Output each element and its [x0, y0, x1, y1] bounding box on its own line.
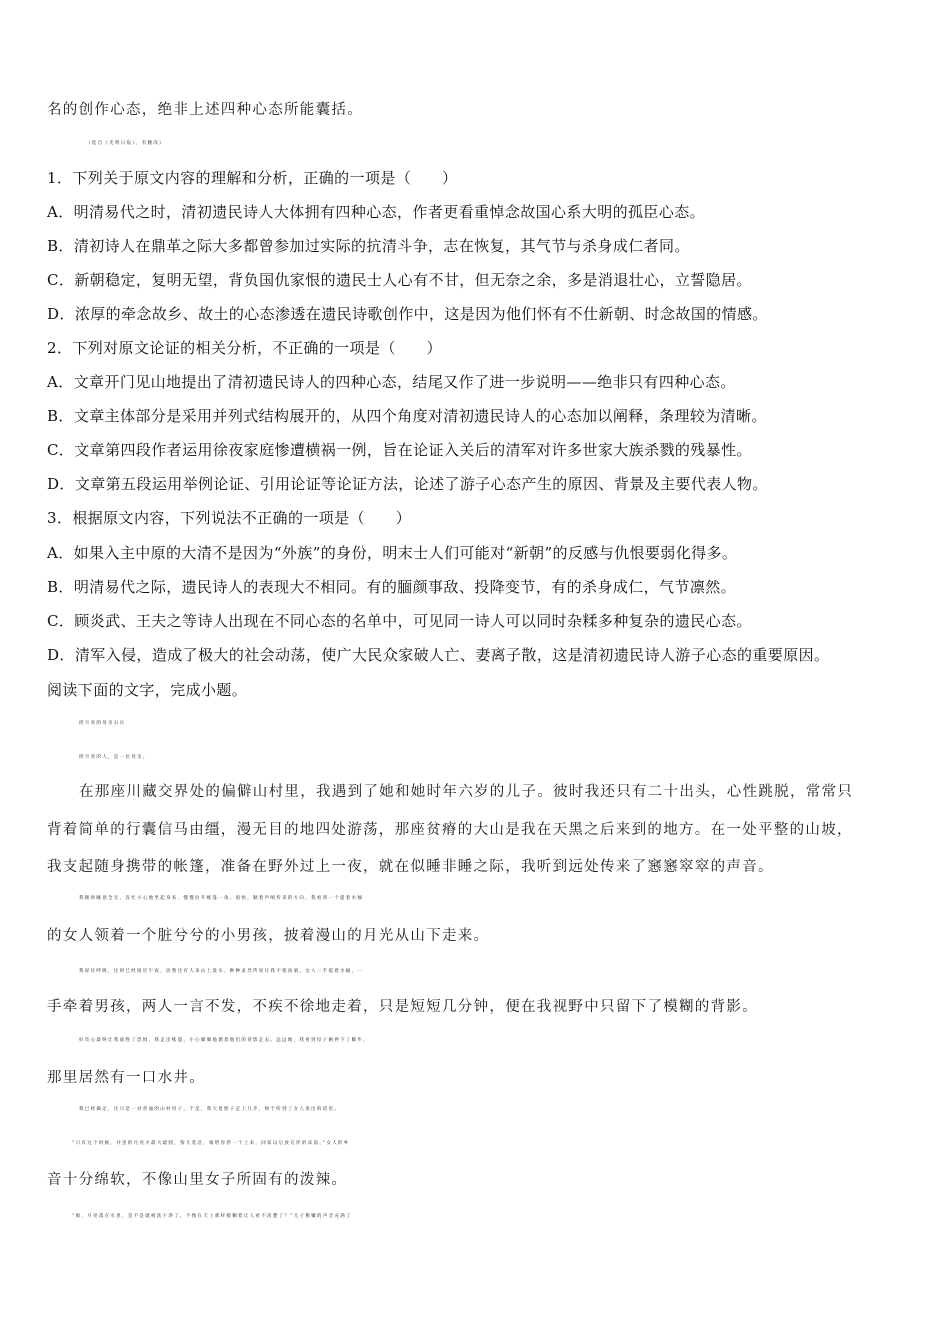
story-paragraph-line: 背着简单的行囊信马由缰，漫无目的地四处游荡，那座贫瘠的大山是我在天黑之后来到的地方。在一处平整的山坡， — [47, 822, 853, 838]
question-3-option-d: D．清军入侵，造成了极大的社会动荡，使广大民众家破人亡、妻离子散，这是清初遗民诗人游子心态的重要原因。 — [47, 646, 830, 664]
story-paragraph-line: 手牵着男孩，两人一言不发，不疾不徐地走着，只是短短几分钟，便在我视野中只留下了模糊的背影。 — [47, 999, 758, 1015]
story-title: 捞月亮的母亲石兵 — [79, 721, 126, 726]
story-paragraph-line: 的女人领着一个脏兮兮的小男孩，披着漫山的月光从山下走来。 — [47, 928, 490, 944]
question-3-option-b: B．明清易代之际，遗民诗人的表现大不相同。有的腼颜事敌、投降变节，有的杀身成仁，气节凛然。 — [47, 578, 737, 596]
source-citation: （选自《光明日报》，有删改） — [86, 141, 165, 146]
story-paragraph: 好奇心最终让我战胜了恐惧，我走出帐篷，小心翼翼地循着他们的背影走去。远远地，我看到母子俩停下了脚步， — [79, 1038, 369, 1043]
question-1-option-b: B．清初诗人在鼎革之际大多都曾参加过实际的抗清斗争，志在恢复，其气节与杀身成仁者同。 — [47, 237, 690, 255]
question-2-option-b: B．文章主体部分是采用并列式结构展开的，从四个角度对清初遗民诗人的心态加以阐释，条理较为清晰。 — [47, 407, 767, 425]
question-3-stem: 3．根据原文内容，下列说法不正确的一项是（ ） — [47, 509, 412, 527]
question-3-option-a: A．如果入主中原的大清不是因为“外族”的身份，明末士人们可能对“新朝”的反感与仇恨要弱化得多。 — [47, 544, 738, 562]
story-paragraph: 我已经确定，这只是一对普通的山村母子。于是，我大着胆子走上几步，终于听到了女人说出的话语。 — [79, 1107, 340, 1112]
question-1-option-d: D．浓厚的牵念故乡、故土的心态渗透在遗民诗歌创作中，这是因为他们怀有不仕新朝、时念故国的情感。 — [47, 305, 768, 323]
question-2-option-c: C．文章第四段作者运用徐夜家庭惨遭横祸一例，旨在论证入关后的清军对许多世家大族杀戮的残暴性。 — [47, 441, 752, 459]
story-paragraph-line: 我支起随身携带的帐篷，准备在野外过上一夜，就在似睡非睡之际，我听到远处传来了窸窸窣窣的声音。 — [47, 859, 774, 875]
question-2-stem: 2．下列对原文论证的相关分析，不正确的一项是（ ） — [47, 339, 442, 357]
reading-instruction: 阅读下面的文字，完成小题。 — [47, 681, 248, 699]
question-3-option-c: C．顾炎武、王夫之等诗人出现在不同心态的名单中，可见同一诗人可以同时杂糅多种复杂的遗民心态。 — [47, 612, 752, 630]
story-paragraph: 捞月亮的人，是一位母亲。 — [79, 755, 149, 760]
story-paragraph-line: 音十分绵软，不像山里女子所固有的泼辣。 — [47, 1172, 348, 1188]
question-2-option-a: A．文章开门见山地提出了清初遗民诗人的四种心态，结尾又作了进一步说明——绝非只有四种心态。 — [47, 373, 736, 391]
carryover-line: 名的创作心态，绝非上述四种心态所能囊括。 — [47, 102, 363, 118]
question-1-option-c: C．新朝稳定，复明无望，背负国仇家恨的遗民士人心有不甘，但无奈之余，多是消退壮心，立誓隐居。 — [47, 271, 752, 289]
story-paragraph: 在那座川藏交界处的偏僻山村里，我遇到了她和她时年六岁的儿子。彼时我还只有二十出头，心性跳脱，常常只 — [79, 784, 854, 800]
story-paragraph-line: 那里居然有一口水井。 — [47, 1070, 205, 1086]
question-2-option-d: D．文章第五段运用举例论证、引用论证等论证方法，论述了游子心态产生的原因、背景及主要代表人物。 — [47, 475, 768, 493]
question-1-option-a: A．明清易代之时，清初遗民诗人大体拥有四种心态，作者更看重悼念故国心系大明的孤臣心态。 — [47, 203, 706, 221]
question-1-stem: 1．下列关于原文内容的理解和分析，正确的一项是（ ） — [47, 169, 458, 187]
story-paragraph: “只有这个时候，井里的月亮才最大最圆，狗儿莫急，娘给你捞一个上来，回家以后放在你的床前。”女人的乡 — [72, 1141, 350, 1146]
story-paragraph: “娘，月亮落在水里，是不是就被洗干净了，不像在天上那样模糊着让人看不清楚了？”儿子稚嫩的声音充满了 — [72, 1214, 352, 1219]
story-paragraph: 我屏住呼吸，这时已经接近午夜，居然还有人来山上汲水，种种灵异传说让我不寒而栗。女人一手提着水桶，一 — [79, 969, 364, 974]
story-paragraph: 我顿时睡意全无，连忙小心地坐起身来，慢慢拉开帐篷一角。很快，顺着声响传来的方向，我看到一个提着水桶 — [79, 896, 364, 901]
